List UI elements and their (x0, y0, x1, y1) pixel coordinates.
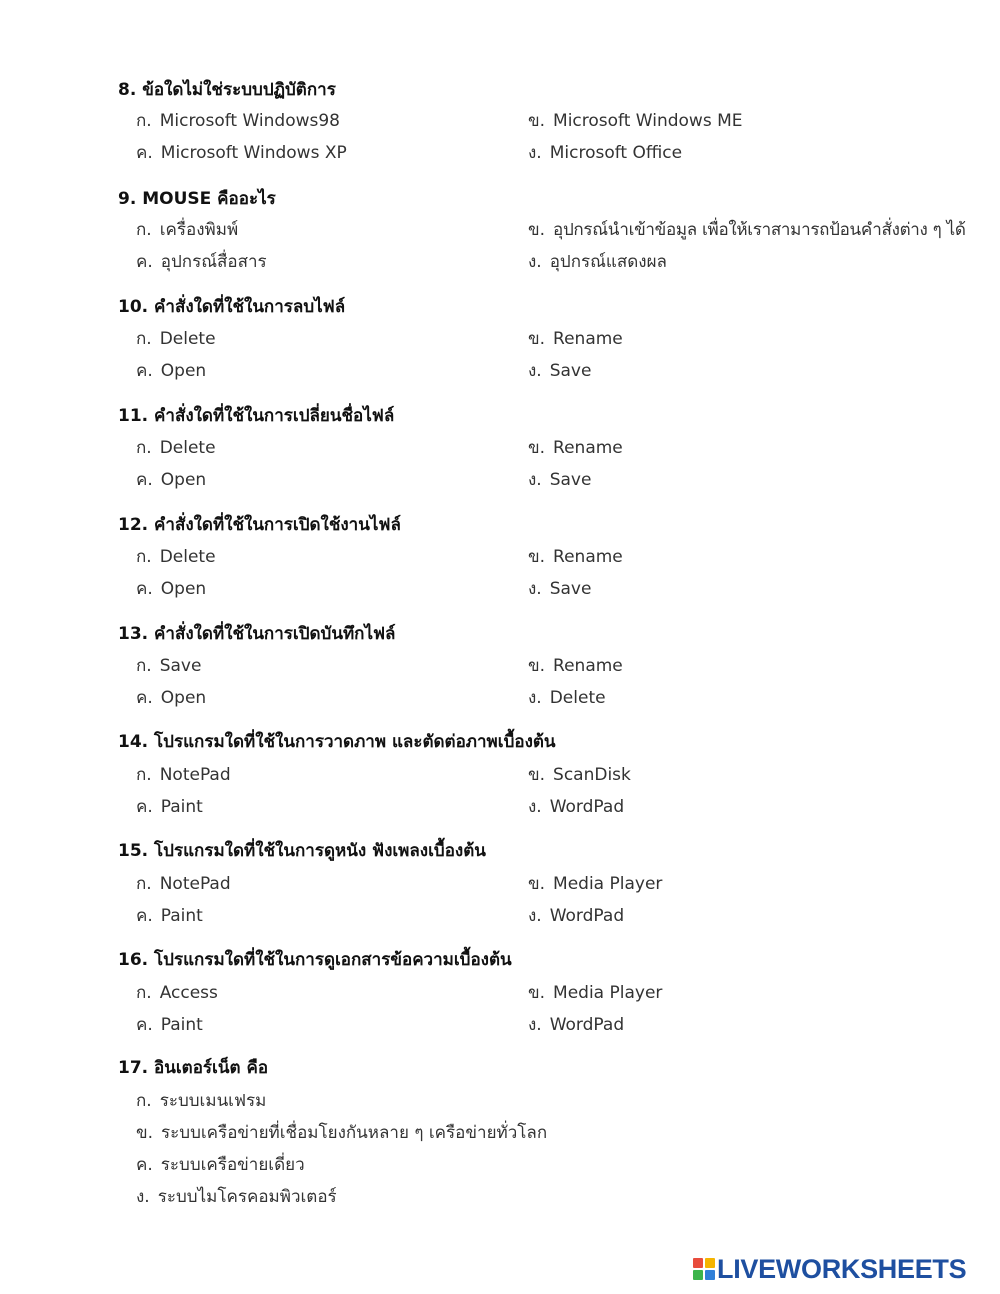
option-text: อุปกรณ์สื่อสาร (160, 252, 267, 272)
option-marker: ง. (528, 143, 542, 163)
option-d[interactable] (528, 248, 667, 275)
option-text: Delete (159, 547, 216, 567)
option-marker: ข. (528, 983, 546, 1003)
option-marker: ง. (136, 1187, 150, 1207)
option-marker: ข. (528, 765, 546, 785)
option-marker: ง. (528, 688, 542, 708)
option-a[interactable] (136, 761, 231, 788)
option-d[interactable] (528, 1011, 624, 1038)
option-marker: ข. (528, 220, 546, 240)
option-marker: ค. (136, 797, 153, 817)
question-title: 13. คำสั่งใดที่ใช้ในการเปิดบันทึกไฟล์ (118, 624, 396, 644)
option-marker: ก. (136, 874, 152, 894)
option-c[interactable] (136, 902, 203, 929)
option-marker: ก. (136, 1091, 152, 1111)
question-title: 8. ข้อใดไม่ใช่ระบบปฏิบัติการ (118, 80, 336, 100)
option-marker: ข. (136, 1123, 154, 1143)
option-d[interactable] (528, 466, 591, 493)
option-b[interactable] (528, 652, 623, 679)
option-text: ระบบเมนเฟรม (159, 1091, 267, 1111)
option-a[interactable] (136, 325, 216, 352)
option-text: Microsoft Office (549, 143, 683, 163)
option-d[interactable] (528, 357, 591, 384)
option-text: WordPad (549, 1015, 625, 1035)
option-text: Microsoft Windows98 (159, 111, 340, 131)
option-marker: ข. (528, 874, 546, 894)
option-text: Media Player (553, 874, 663, 894)
option-a[interactable] (136, 543, 216, 570)
option-c[interactable] (136, 684, 206, 711)
option-text: Save (549, 470, 592, 490)
logo-block-blue (705, 1270, 715, 1280)
option-text: อุปกรณ์แสดงผล (549, 252, 667, 272)
option-text: Media Player (553, 983, 663, 1003)
question-title: 9. MOUSE คืออะไร (118, 189, 276, 209)
option-marker: ง. (528, 470, 542, 490)
option-marker: ง. (528, 361, 542, 381)
option-a[interactable] (136, 979, 218, 1006)
question-title: 14. โปรแกรมใดที่ใช้ในการวาดภาพ และตัดต่อภาพเบื้องต้น (118, 732, 556, 752)
option-marker: ค. (136, 361, 153, 381)
question-title: 10. คำสั่งใดที่ใช้ในการลบไฟล์ (118, 297, 346, 317)
option-a[interactable] (136, 107, 340, 134)
option-text: ระบบไมโครคอมพิวเตอร์ (157, 1187, 337, 1207)
option-marker: ก. (136, 329, 152, 349)
option-marker: ก. (136, 983, 152, 1003)
option-d[interactable] (136, 1183, 337, 1210)
option-text: Save (159, 656, 202, 676)
option-c[interactable] (136, 1011, 203, 1038)
option-marker: ข. (528, 329, 546, 349)
option-marker: ค. (136, 579, 153, 599)
option-marker: ข. (528, 438, 546, 458)
option-marker: ข. (528, 656, 546, 676)
option-marker: ก. (136, 111, 152, 131)
option-text: Rename (553, 329, 623, 349)
question-title: 17. อินเตอร์เน็ต คือ (118, 1058, 269, 1078)
option-text: WordPad (549, 906, 625, 926)
option-text: Delete (549, 688, 606, 708)
option-marker: ข. (528, 547, 546, 567)
option-a[interactable] (136, 216, 238, 243)
option-c[interactable] (136, 357, 206, 384)
option-c[interactable] (136, 575, 206, 602)
option-text: Open (160, 579, 207, 599)
option-text: Paint (160, 797, 203, 817)
question-title: 15. โปรแกรมใดที่ใช้ในการดูหนัง ฟังเพลงเบื้องต้น (118, 841, 486, 861)
option-marker: ค. (136, 143, 153, 163)
option-a[interactable] (136, 652, 201, 679)
option-marker: ง. (528, 797, 542, 817)
option-marker: ง. (528, 579, 542, 599)
option-marker: ก. (136, 438, 152, 458)
option-text: Open (160, 361, 207, 381)
option-b[interactable] (528, 434, 623, 461)
option-text: ระบบเครือข่ายที่เชื่อมโยงกันหลาย ๆ เครือข่ายทั่วโลก (161, 1123, 548, 1143)
question-title: 12. คำสั่งใดที่ใช้ในการเปิดใช้งานไฟล์ (118, 515, 401, 535)
option-text: ScanDisk (553, 765, 631, 785)
option-text: Save (549, 579, 592, 599)
option-text: NotePad (159, 765, 231, 785)
option-marker: ก. (136, 547, 152, 567)
option-text: Paint (160, 1015, 203, 1035)
option-text: Open (160, 688, 207, 708)
option-marker: ข. (528, 111, 546, 131)
option-d[interactable] (528, 575, 591, 602)
option-text: Open (160, 470, 207, 490)
option-text: Save (549, 361, 592, 381)
option-text: Microsoft Windows XP (160, 143, 347, 163)
option-b[interactable] (528, 107, 743, 134)
option-d[interactable] (528, 902, 624, 929)
logo-blocks-icon (693, 1258, 715, 1280)
option-marker: ง. (528, 906, 542, 926)
option-text: Rename (553, 438, 623, 458)
option-text: WordPad (549, 797, 625, 817)
logo-block-green (693, 1270, 703, 1280)
option-marker: ง. (528, 252, 542, 272)
option-d[interactable] (528, 684, 606, 711)
option-a[interactable] (136, 1087, 266, 1114)
option-b[interactable] (136, 1119, 547, 1146)
option-b[interactable] (528, 979, 662, 1006)
option-text: เครื่องพิมพ์ (159, 220, 239, 240)
logo-block-yellow (705, 1258, 715, 1268)
option-c[interactable] (136, 466, 206, 493)
option-marker: ค. (136, 252, 153, 272)
option-marker: ค. (136, 470, 153, 490)
option-text: ระบบเครือข่ายเดี่ยว (160, 1155, 305, 1175)
option-text: Microsoft Windows ME (553, 111, 743, 131)
option-text: NotePad (159, 874, 231, 894)
option-text: Access (159, 983, 218, 1003)
option-text: Rename (553, 656, 623, 676)
option-marker: ค. (136, 1155, 153, 1175)
option-marker: ก. (136, 656, 152, 676)
option-d[interactable] (528, 793, 624, 820)
option-c[interactable] (136, 793, 203, 820)
option-text: อุปกรณ์นำเข้าข้อมูล เพื่อให้เราสามารถป้อนคำสั่งต่าง ๆ ได้ (553, 220, 966, 240)
question-title: 11. คำสั่งใดที่ใช้ในการเปลี่ยนชื่อไฟล์ (118, 406, 395, 426)
option-text: Delete (159, 438, 216, 458)
option-c[interactable] (136, 139, 347, 166)
option-b[interactable] (528, 325, 623, 352)
logo-text: LIVEWORKSHEETS (717, 1254, 967, 1284)
option-b[interactable] (528, 761, 631, 788)
option-d[interactable] (528, 139, 682, 166)
option-b[interactable] (528, 216, 966, 243)
option-b[interactable] (528, 870, 662, 897)
option-text: Delete (159, 329, 216, 349)
option-c[interactable] (136, 248, 267, 275)
option-marker: ค. (136, 688, 153, 708)
option-marker: ค. (136, 906, 153, 926)
option-a[interactable] (136, 870, 231, 897)
option-marker: ก. (136, 765, 152, 785)
logo-block-red (693, 1258, 703, 1268)
option-marker: ก. (136, 220, 152, 240)
option-marker: ง. (528, 1015, 542, 1035)
option-text: Rename (553, 547, 623, 567)
option-text: Paint (160, 906, 203, 926)
option-marker: ค. (136, 1015, 153, 1035)
option-c[interactable] (136, 1151, 305, 1178)
option-b[interactable] (528, 543, 623, 570)
question-title: 16. โปรแกรมใดที่ใช้ในการดูเอกสารข้อความเบื้องต้น (118, 950, 512, 970)
option-a[interactable] (136, 434, 216, 461)
